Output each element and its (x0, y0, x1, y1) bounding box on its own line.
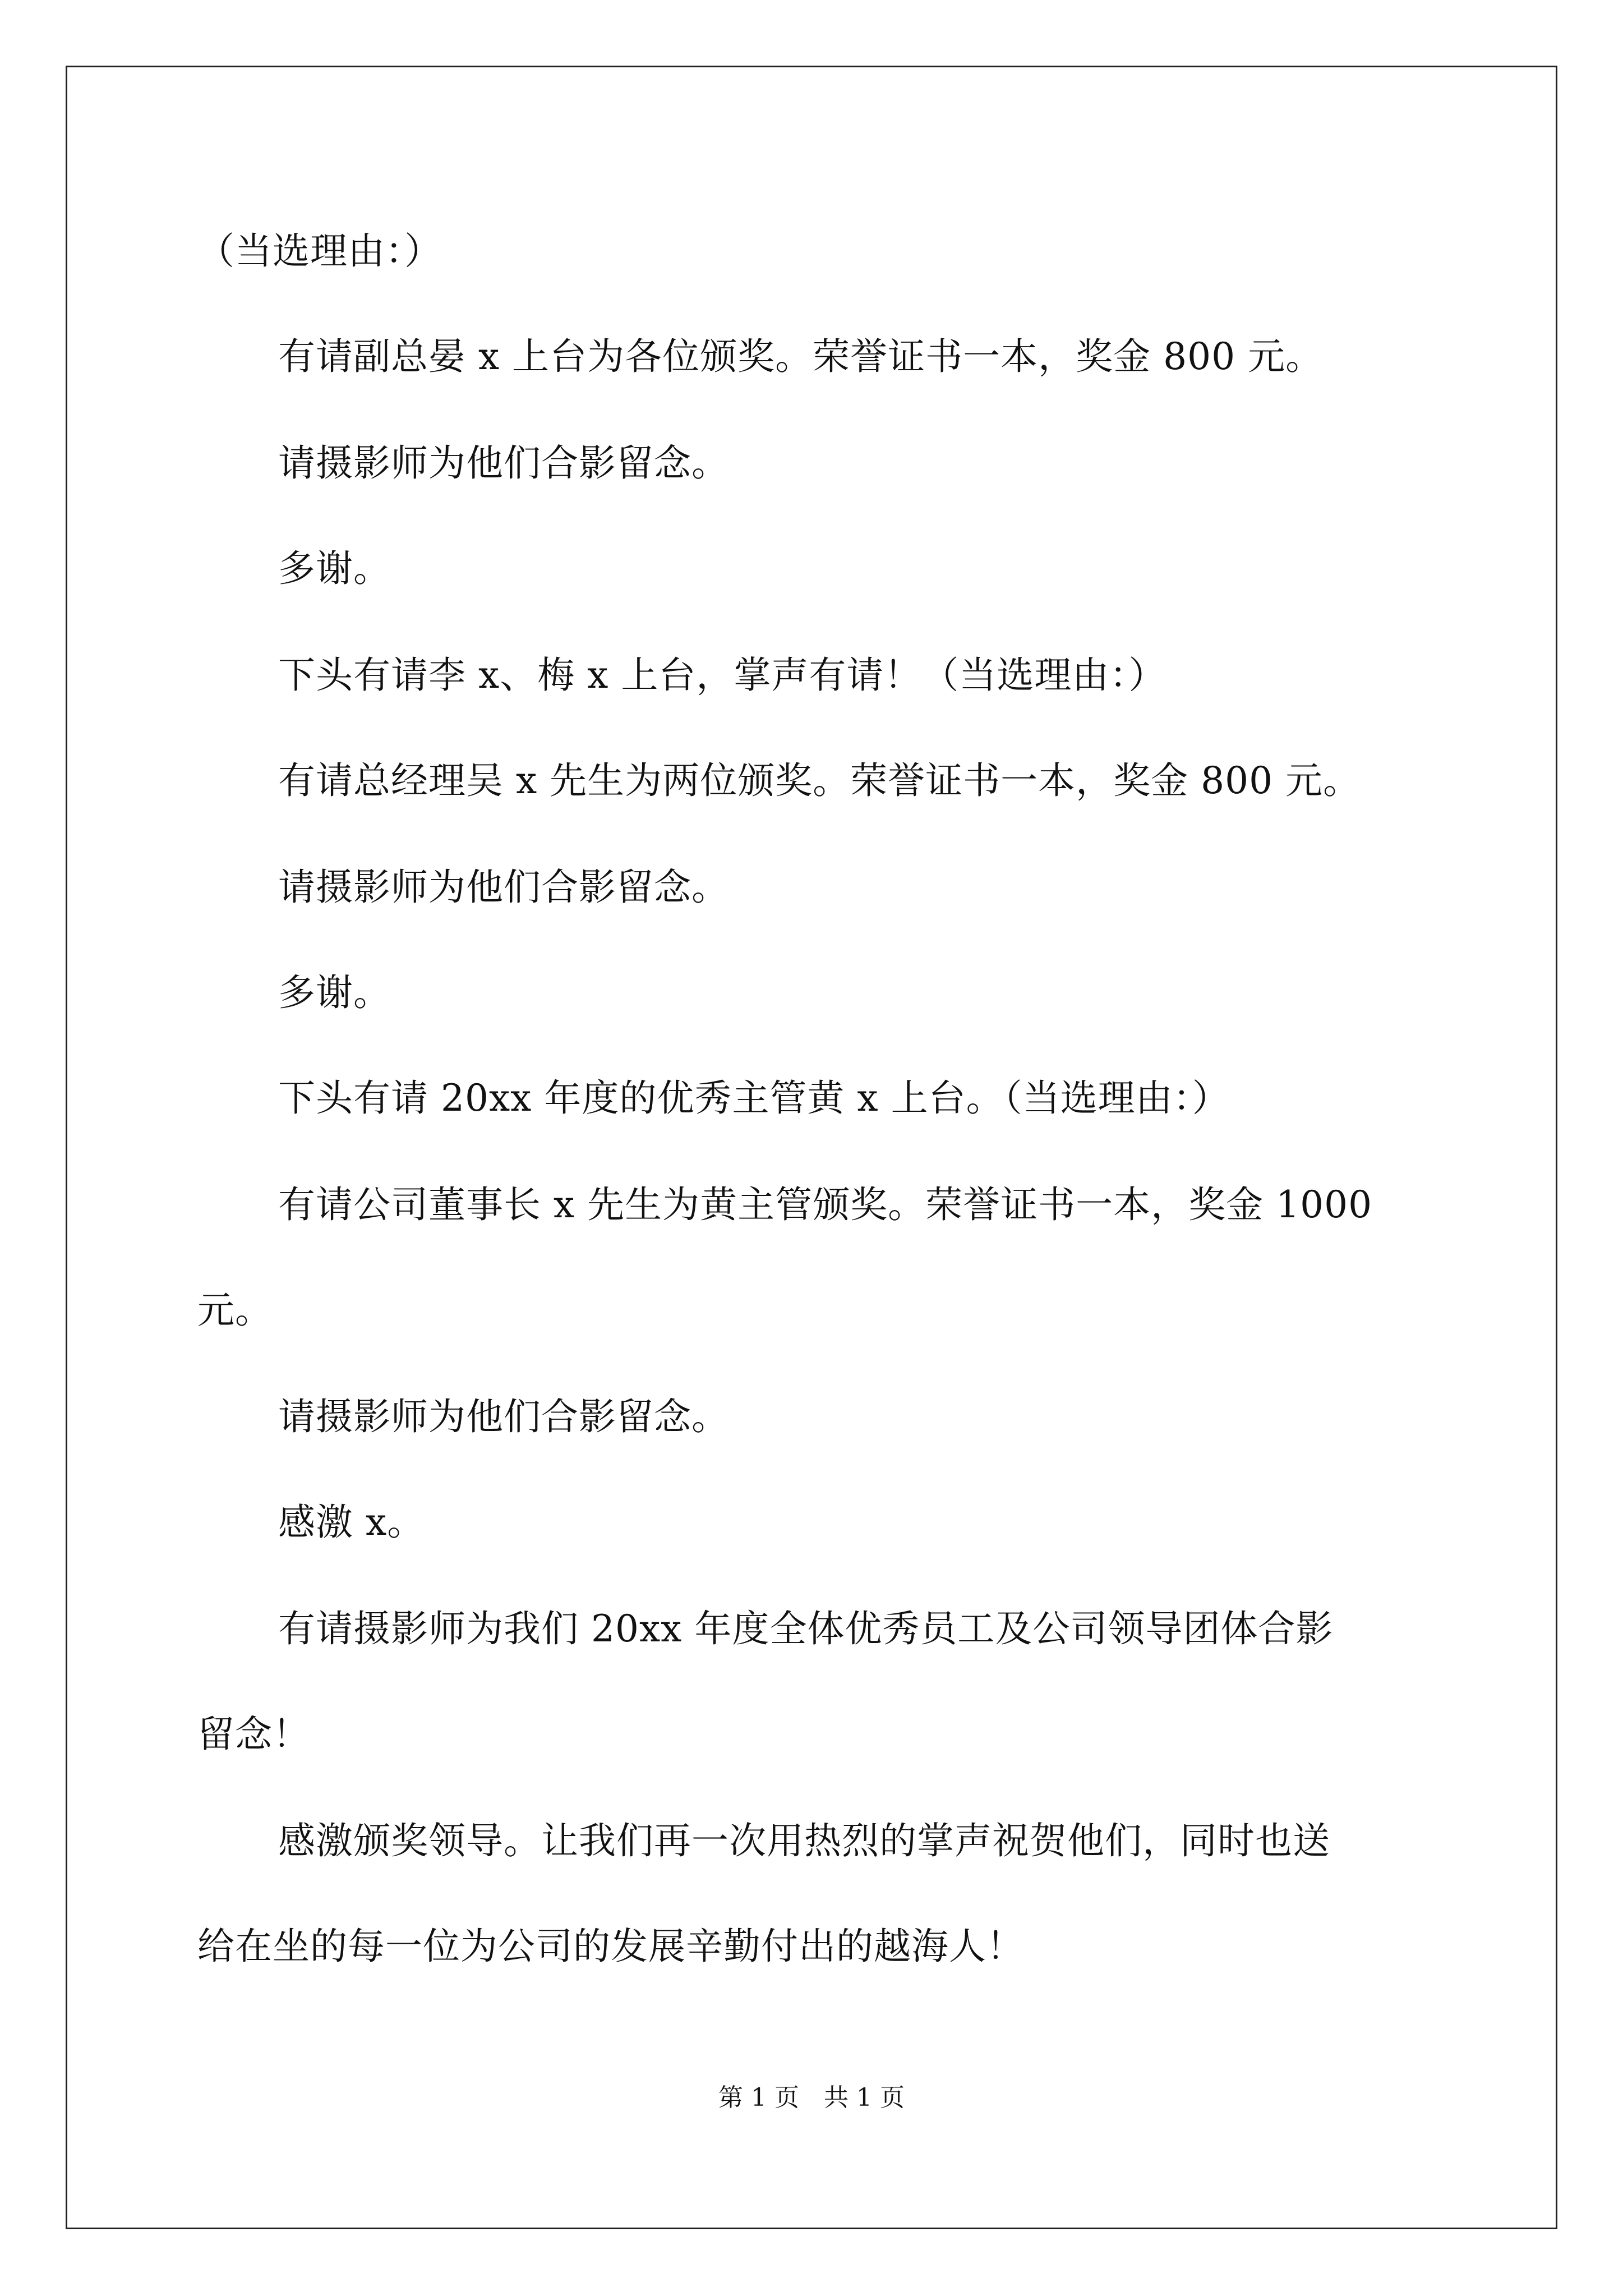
text-line: 有请公司董事长 x 先生为黄主管颁奖。荣誉证书一本，奖金 1000 (278, 1183, 1373, 1226)
text-line: 下头有请 20xx 年度的优秀主管黄 x 上台。（当选理由：） (278, 1076, 1230, 1120)
text-line: 有请副总晏 x 上台为各位颁奖。荣誉证书一本，奖金 800 元。 (278, 335, 1324, 378)
text-line: （当选理由：） (197, 229, 442, 273)
text-line: 请摄影师为他们合影留念。 (278, 441, 729, 485)
page-total: 共 1 页 (824, 2083, 905, 2112)
text-line: 感激 x。 (278, 1501, 425, 1544)
text-line: 多谢。 (278, 547, 391, 590)
text-line: 下头有请李 x、梅 x 上台，掌声有请！（当选理由：） (278, 654, 1166, 697)
text-line: 感激颁奖领导。让我们再一次用热烈的掌声祝贺他们，同时也送 (278, 1819, 1330, 1862)
page-footer (0, 2082, 1623, 2114)
text-line: 有请摄影师为我们 20xx 年度全体优秀员工及公司领导团体合影 (278, 1607, 1334, 1650)
text-line: 给在坐的每一位为公司的发展辛勤付出的越海人！ (197, 1925, 1024, 1968)
text-line: 留念！ (197, 1713, 310, 1756)
text-line: 请摄影师为他们合影留念。 (278, 866, 729, 909)
page-number: 第 1 页 (718, 2083, 799, 2112)
text-line: 元。 (197, 1289, 273, 1332)
page-border (66, 66, 1557, 2229)
text-line: 多谢。 (278, 971, 391, 1014)
text-line: 请摄影师为他们合影留念。 (278, 1395, 729, 1438)
text-line: 有请总经理吴 x 先生为两位颁奖。荣誉证书一本，奖金 800 元。 (278, 759, 1361, 802)
